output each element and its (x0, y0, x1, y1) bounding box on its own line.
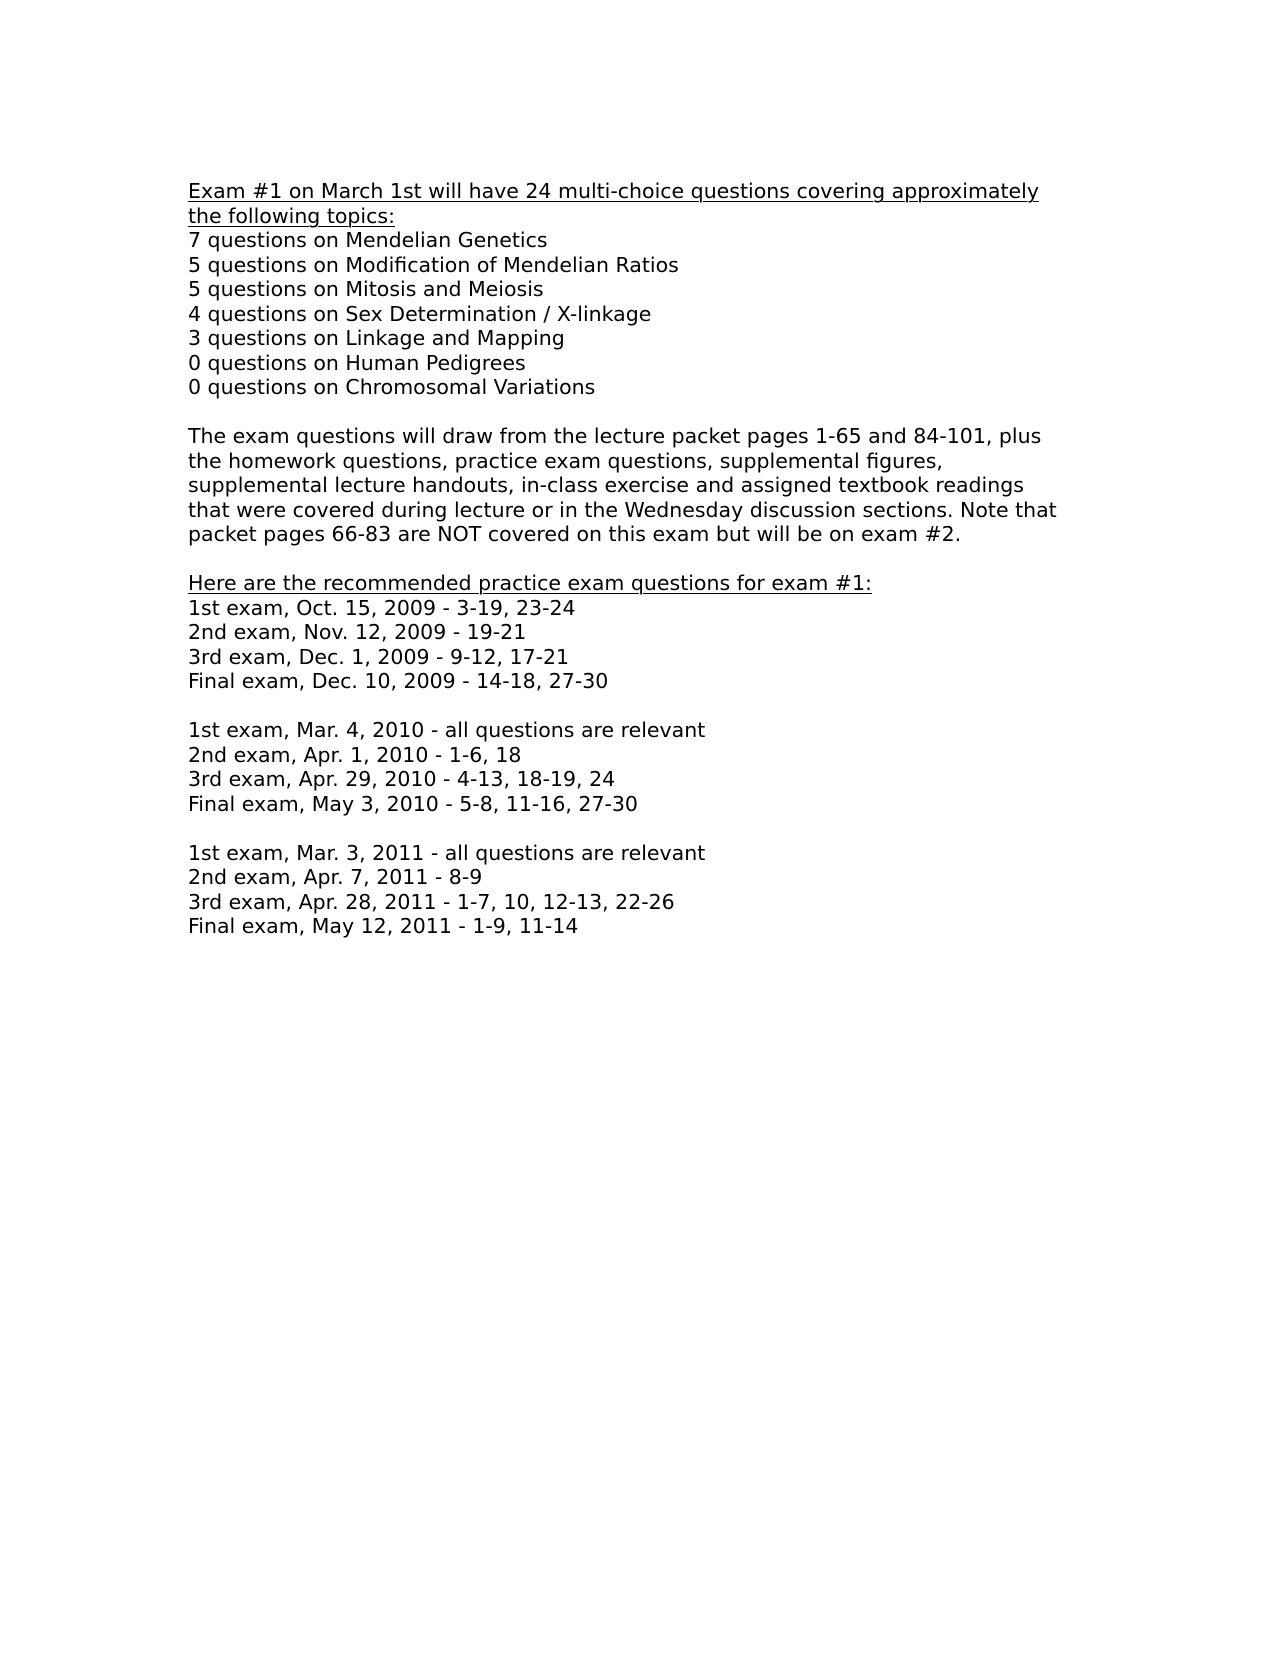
practice-exam-item: 2nd exam, Nov. 12, 2009 - 19-21 (188, 620, 527, 644)
coverage-paragraph (188, 424, 1088, 547)
topic-item: 0 questions on Human Pedigrees (188, 350, 526, 375)
topic-item: 3 questions on Linkage and Mapping (188, 326, 565, 350)
exam-heading-line-1: Exam #1 on March 1st will have 24 multi-choice questions covering approximately (188, 179, 1039, 203)
practice-exam-item: 3rd exam, Apr. 29, 2010 - 4-13, 18-19, 24 (188, 767, 616, 791)
topic-item: 7 questions on Mendelian Genetics (188, 228, 548, 252)
practice-exam-item: Final exam, May 12, 2011 - 1-9, 11-14 (188, 914, 579, 938)
coverage-line: that were covered during lecture or in the Wednesday discussion sections. Note that (188, 497, 1057, 522)
practice-group-2009 (188, 596, 1088, 694)
paragraph-gap (188, 547, 1088, 572)
practice-heading: Here are the recommended practice exam questions for exam #1: (188, 571, 872, 595)
coverage-line: The exam questions will draw from the lecture packet pages 1-65 and 84-101, plus (188, 424, 1042, 448)
practice-exam-item: Final exam, May 3, 2010 - 5-8, 11-16, 27-30 (188, 791, 638, 816)
practice-exam-item: Final exam, Dec. 10, 2009 - 14-18, 27-30 (188, 669, 609, 693)
coverage-line: the homework questions, practice exam questions, supplemental figures, (188, 448, 943, 473)
practice-exam-item: 1st exam, Mar. 3, 2011 - all questions are relevant (188, 840, 706, 865)
topic-item: 0 questions on Chromosomal Variations (188, 375, 596, 399)
topic-item: 5 questions on Modification of Mendelian Ratios (188, 252, 679, 277)
practice-exam-item: 2nd exam, Apr. 1, 2010 - 1-6, 18 (188, 742, 522, 767)
paragraph-gap (188, 400, 1088, 425)
practice-group-2010 (188, 718, 1088, 816)
practice-exam-item: 1st exam, Mar. 4, 2010 - all questions are relevant (188, 718, 706, 742)
paragraph-gap (188, 816, 1088, 841)
topic-item: 5 questions on Mitosis and Meiosis (188, 277, 544, 301)
practice-group-2011 (188, 841, 1088, 939)
coverage-line: packet pages 66-83 are NOT covered on this exam but will be on exam #2. (188, 522, 962, 546)
exam-heading-line-2: the following topics: (188, 203, 395, 228)
practice-exam-item: 3rd exam, Apr. 28, 2011 - 1-7, 10, 12-13, 22-26 (188, 889, 675, 914)
paragraph-gap (188, 694, 1088, 719)
practice-exam-item: 2nd exam, Apr. 7, 2011 - 8-9 (188, 865, 483, 889)
practice-section (188, 571, 1088, 939)
practice-exam-item: 1st exam, Oct. 15, 2009 - 3-19, 23-24 (188, 595, 576, 620)
document-body (188, 179, 1088, 939)
exam-topics-section (188, 179, 1088, 400)
topic-item: 4 questions on Sex Determination / X-linkage (188, 301, 652, 326)
coverage-line: supplemental lecture handouts, in-class exercise and assigned textbook readings (188, 473, 1024, 497)
practice-exam-item: 3rd exam, Dec. 1, 2009 - 9-12, 17-21 (188, 644, 570, 669)
